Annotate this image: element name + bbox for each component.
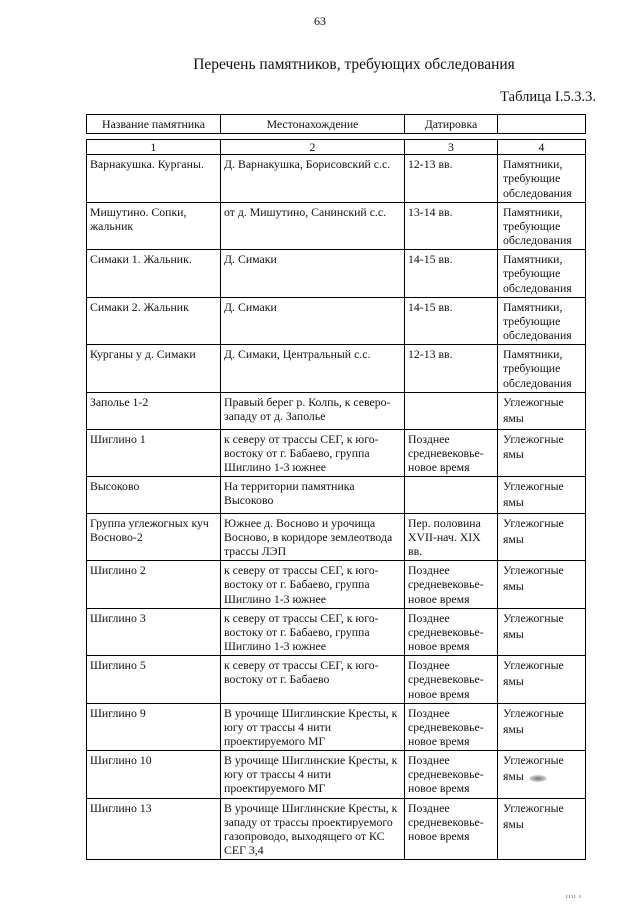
cell-note: Углежогные ямы — [498, 608, 586, 655]
table-row — [87, 429, 586, 476]
cell-location: Д. Варнакушка, Борисовский с.с. — [221, 155, 405, 202]
cell-note: Углежогные ямы — [498, 703, 586, 750]
cell-date: Позднее средневековье-новое время — [405, 798, 498, 860]
table-row — [87, 155, 586, 202]
table-row — [87, 751, 586, 798]
cell-date: Позднее средневековье-новое время — [405, 429, 498, 476]
column-number: 1 — [87, 140, 221, 155]
ink-smudge — [529, 775, 547, 782]
cell-date: Позднее средневековье-новое время — [405, 561, 498, 608]
cell-location: к северу от трассы СЕГ, к юго-востоку от г. Бабаево, группа Шиглино 1-3 южнее — [221, 561, 405, 608]
monuments-table — [86, 114, 586, 860]
cell-date: 14-15 вв. — [405, 250, 498, 297]
cell-date: 14-15 вв. — [405, 297, 498, 344]
cell-note: Памятники, требующие обследования — [498, 345, 586, 392]
table-row — [87, 392, 586, 429]
cell-location: Д. Симаки — [221, 250, 405, 297]
cell-date: 12-13 вв. — [405, 345, 498, 392]
table-row — [87, 798, 586, 860]
table-header-row — [87, 115, 586, 134]
cell-name: Варнакушка. Курганы. — [87, 155, 221, 202]
cell-location: Д. Симаки — [221, 297, 405, 344]
cell-date — [405, 476, 498, 513]
page-number: 63 — [314, 14, 326, 28]
document-title: Перечень памятников, требующих обследования — [193, 56, 515, 73]
cell-name: Заполье 1-2 — [87, 392, 221, 429]
header-name: Название памятника — [87, 115, 221, 134]
cell-location: от д. Мишутино, Санинский с.с. — [221, 202, 405, 249]
column-number: 4 — [498, 140, 586, 155]
cell-name: Группа углежогных куч Восново-2 — [87, 513, 221, 560]
cell-name: Курганы у д. Симаки — [87, 345, 221, 392]
cell-location: На территории памятника Высоково — [221, 476, 405, 513]
table-row — [87, 202, 586, 249]
table-row — [87, 561, 586, 608]
cell-note: Памятники, требующие обследования — [498, 155, 586, 202]
cell-date: 13-14 вв. — [405, 202, 498, 249]
cell-location: Южнее д. Восново и урочища Восново, в коридоре землеотвода трассы ЛЭП — [221, 513, 405, 560]
table-row — [87, 608, 586, 655]
cell-location: В урочище Шиглинские Кресты, к югу от трассы 4 нити проектируемого МГ — [221, 703, 405, 750]
column-number: 2 — [221, 140, 405, 155]
cell-note: Памятники, требующие обследования — [498, 250, 586, 297]
cell-note: Углежогные ямы — [498, 392, 586, 429]
cell-note: Углежогные ямы — [498, 656, 586, 703]
cell-note: Углежогные ямы — [498, 798, 586, 860]
header-note — [498, 115, 586, 134]
cell-note: Углежогные ямы — [498, 429, 586, 476]
cell-date: Позднее средневековье-новое время — [405, 608, 498, 655]
cell-name: Шиглино 13 — [87, 798, 221, 860]
cell-date: Пер. половина XVII-нач. XIX вв. — [405, 513, 498, 560]
cell-date — [405, 392, 498, 429]
table-row — [87, 345, 586, 392]
cell-location: к северу от трассы СЕГ, к юго-востоку от г. Бабаево, группа Шиглино 1-3 южнее — [221, 608, 405, 655]
cell-name: Высоково — [87, 476, 221, 513]
cell-name: Шиглино 9 — [87, 703, 221, 750]
column-number: 3 — [405, 140, 498, 155]
cell-note: Памятники, требующие обследования — [498, 297, 586, 344]
cell-location: В урочище Шиглинские Кресты, к югу от трассы 4 нити проектируемого МГ — [221, 751, 405, 798]
cell-name: Шиглино 1 — [87, 429, 221, 476]
cell-date: 12-13 вв. — [405, 155, 498, 202]
cell-location: к северу от трассы СЕГ, к юго-востоку от г. Бабаево — [221, 656, 405, 703]
table-row — [87, 656, 586, 703]
cell-location: В урочище Шиглинские Кресты, к западу от трассы проектируемого газопроводо, выходящего от КС СЕГ 3,4 — [221, 798, 405, 860]
cell-date: Позднее средневековье-новое время — [405, 703, 498, 750]
cell-name: Шиглино 10 — [87, 751, 221, 798]
scan-corner-marks: ıııı ı — [566, 894, 582, 900]
table-row — [87, 250, 586, 297]
cell-note: Памятники, требующие обследования — [498, 202, 586, 249]
table-row — [87, 476, 586, 513]
cell-note: Углежогные ямы — [498, 751, 586, 798]
cell-date: Позднее средневековье-новое время — [405, 656, 498, 703]
cell-note: Углежогные ямы — [498, 476, 586, 513]
cell-location: Правый берег р. Колпь, к северо-западу от д. Заполье — [221, 392, 405, 429]
cell-name: Шиглино 3 — [87, 608, 221, 655]
cell-date: Позднее средневековье-новое время — [405, 751, 498, 798]
cell-location: Д. Симаки, Центральный с.с. — [221, 345, 405, 392]
column-number-row — [87, 140, 586, 155]
cell-name: Шиглино 2 — [87, 561, 221, 608]
table-row — [87, 703, 586, 750]
cell-name: Мишутино. Сопки, жальник — [87, 202, 221, 249]
cell-name: Симаки 2. Жальник — [87, 297, 221, 344]
header-location: Местонахождение — [221, 115, 405, 134]
header-date: Датировка — [405, 115, 498, 134]
cell-note: Углежогные ямы — [498, 513, 586, 560]
cell-location: к северу от трассы СЕГ, к юго-востоку от г. Бабаево, группа Шиглино 1-3 южнее — [221, 429, 405, 476]
table-row — [87, 513, 586, 560]
cell-note: Углежогные ямы — [498, 561, 586, 608]
cell-name: Шиглино 5 — [87, 656, 221, 703]
table-label: Таблица I.5.3.3. — [500, 89, 596, 105]
cell-name: Симаки 1. Жальник. — [87, 250, 221, 297]
table-row — [87, 297, 586, 344]
